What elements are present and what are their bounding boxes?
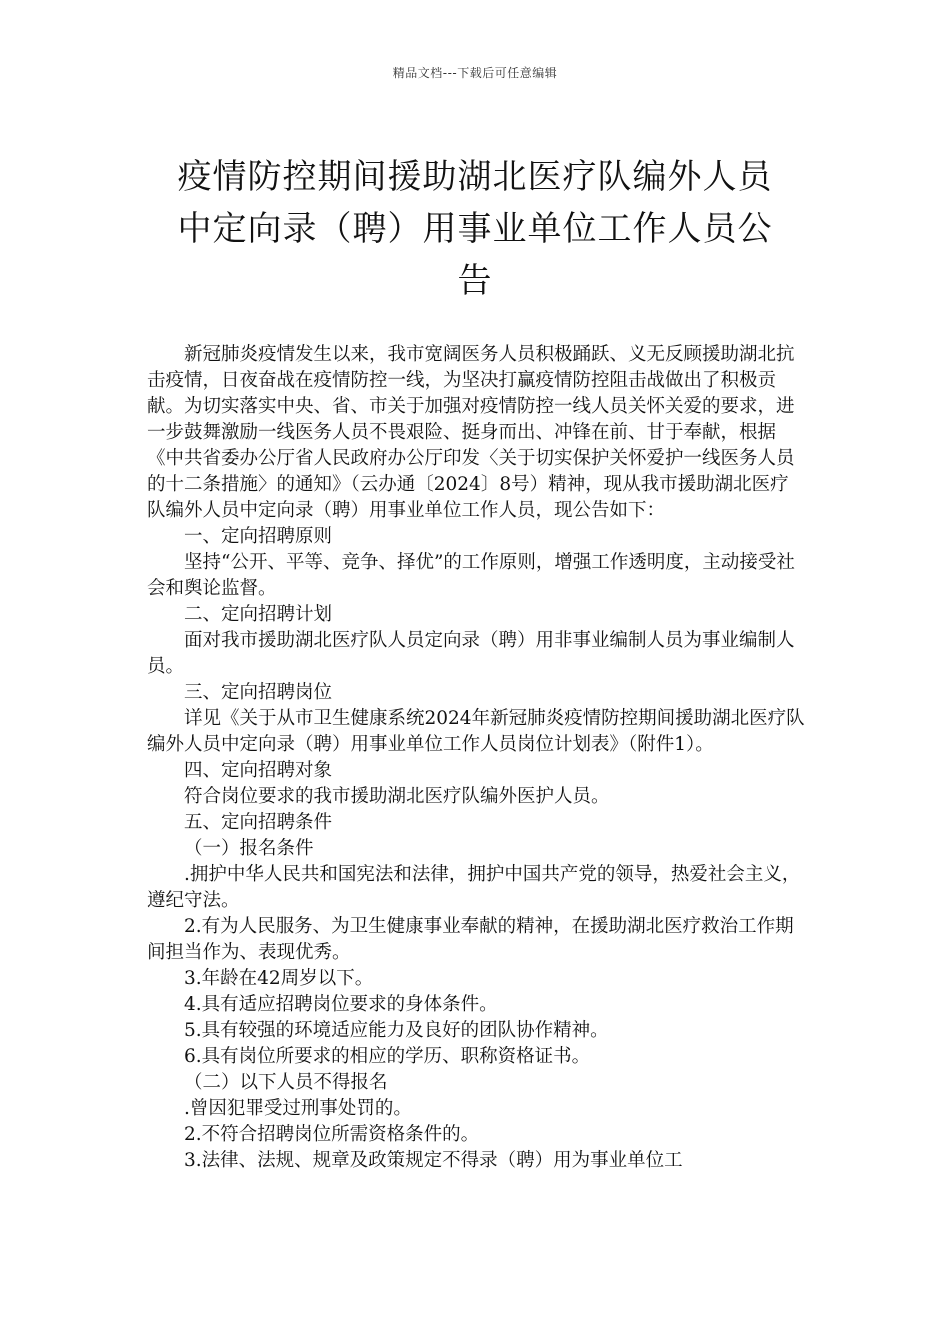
exclusion-item: .曾因犯罪受过刑事处罚的。 — [184, 1098, 412, 1119]
section-heading-principles: 一、定向招聘原则 — [184, 526, 333, 547]
eligibility-item: 4.具有适应招聘岗位要求的身体条件。 — [184, 994, 498, 1015]
section-heading-positions: 三、定向招聘岗位 — [184, 682, 333, 703]
subsection-heading-eligibility: （一）报名条件 — [184, 838, 314, 859]
section-text-principles: 坚持“公开、平等、竞争、择优”的工作原则，增强工作透明度，主动接受社会和舆论监督。 — [147, 552, 795, 599]
document-title — [140, 151, 810, 307]
title-line-2: 中定向录（聘）用事业单位工作人员公 — [177, 208, 773, 249]
section-text-targets: 符合岗位要求的我市援助湖北医疗队编外医护人员。 — [184, 786, 610, 807]
subsection-heading-exclusions: （二）以下人员不得报名 — [184, 1072, 388, 1093]
eligibility-item: 3.年龄在42周岁以下。 — [184, 968, 374, 989]
section-heading-conditions: 五、定向招聘条件 — [184, 812, 333, 833]
eligibility-item: 6.具有岗位所要求的相应的学历、职称资格证书。 — [184, 1046, 591, 1067]
title-line-1: 疫情防控期间援助湖北医疗队编外人员 — [177, 156, 773, 197]
intro-paragraph: 新冠肺炎疫情发生以来，我市宽阔医务人员积极踊跃、义无反顾援助湖北抗击疫情，日夜奋战在疫情防控一线，为坚决打赢疫情防控阻击战做出了积极贡献。为切实落实中央、省、市关于加强对疫情防控一线人员关怀关爱的要求，进一步鼓舞激励一线医务人员不畏艰险、挺身而出、冲锋在前、甘于奉献，根据《中共省委办公厅省人民政府办公厅印发〈关于切实保护关怀爱护一线医务人员的十二条措施〉的通知》（云办通〔2024〕8号）精神，现从我市援助湖北医疗队编外人员中定向录（聘）用事业单位工作人员，现公告如下： — [147, 344, 795, 521]
document-body — [147, 342, 805, 1174]
exclusion-item: 3.法律、法规、规章及政策规定不得录（聘）用为事业单位工 — [184, 1150, 683, 1171]
eligibility-item: .拥护中华人民共和国宪法和法律，拥护中国共产党的领导，热爱社会主义，遵纪守法。 — [147, 864, 801, 911]
page-header-note: 精品文档---下载后可任意编辑 — [392, 66, 558, 80]
eligibility-item: 2.有为人民服务、为卫生健康事业奉献的精神，在援助湖北医疗救治工作期间担当作为、表现优秀。 — [147, 916, 794, 963]
eligibility-item: 5.具有较强的环境适应能力及良好的团队协作精神。 — [184, 1020, 609, 1041]
section-heading-plan: 二、定向招聘计划 — [184, 604, 333, 625]
section-text-positions: 详见《关于从市卫生健康系统2024年新冠肺炎疫情防控期间援助湖北医疗队编外人员中定向录（聘）用事业单位工作人员岗位计划表》（附件1）。 — [147, 708, 805, 755]
section-text-plan: 面对我市援助湖北医疗队人员定向录（聘）用非事业编制人员为事业编制人员。 — [147, 630, 795, 677]
title-line-3: 告 — [457, 260, 493, 301]
exclusion-item: 2.不符合招聘岗位所需资格条件的。 — [184, 1124, 480, 1145]
section-heading-targets: 四、定向招聘对象 — [184, 760, 333, 781]
